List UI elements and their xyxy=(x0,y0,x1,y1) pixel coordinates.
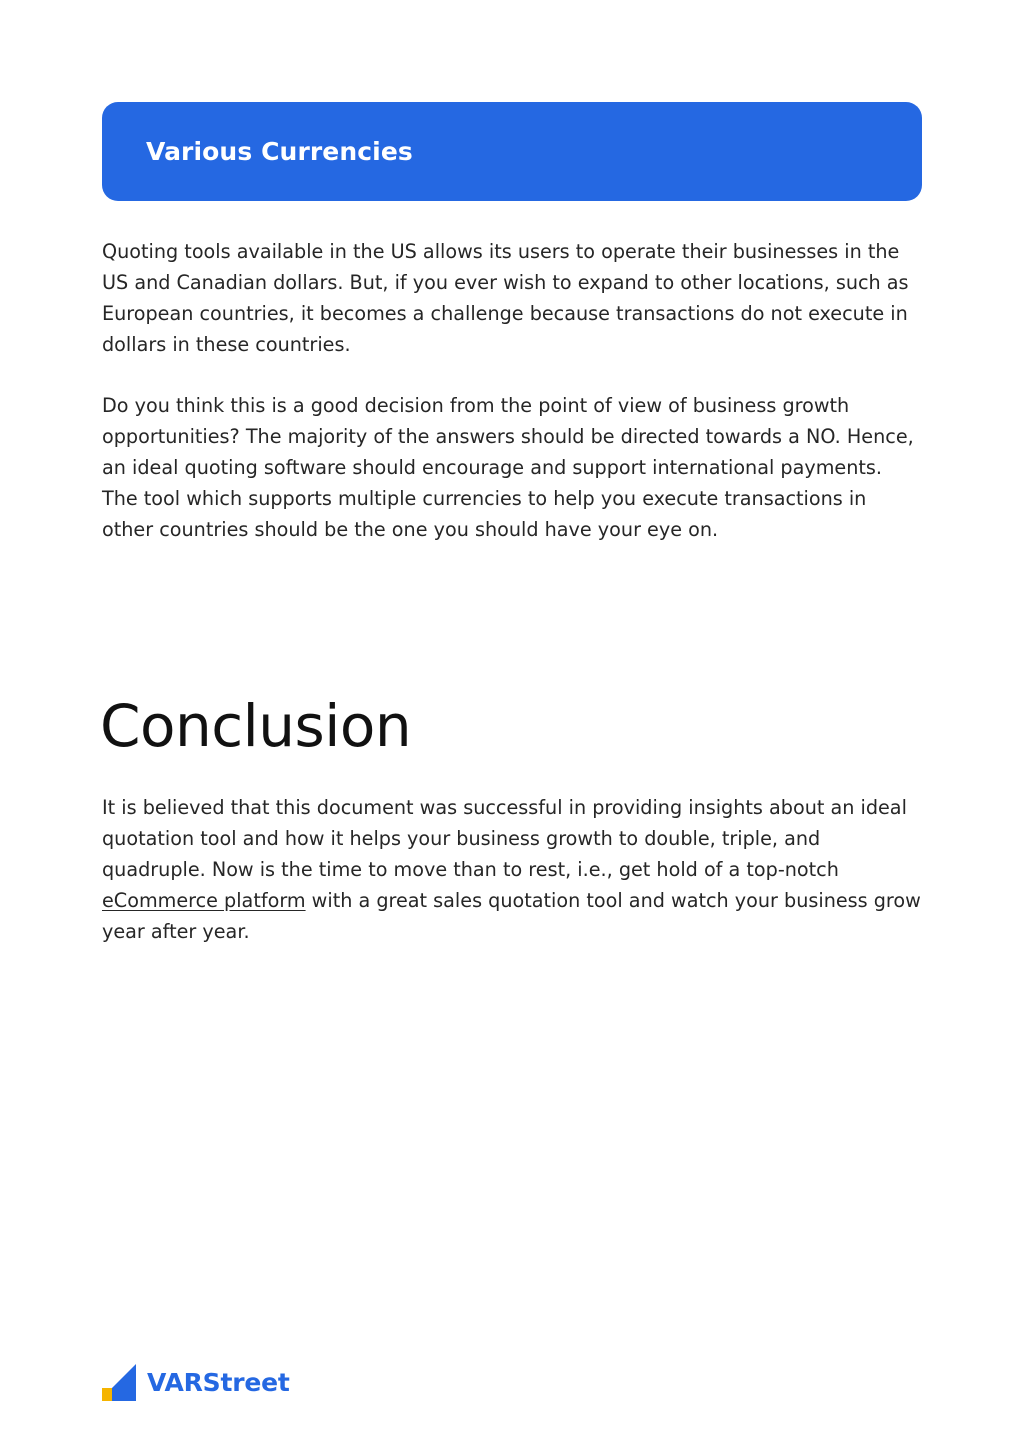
conclusion-text-before-link: It is believed that this document was successful in providing insights about an ideal quotation tool and how it helps your business growth to double, triple, and quadruple. Now is the time to move than to rest, i.e., get hold of a top-notch xyxy=(102,796,907,881)
section-heading: Various Currencies xyxy=(146,137,413,166)
logo-text: VARStreet xyxy=(147,1368,290,1397)
ecommerce-platform-link[interactable]: eCommerce platform xyxy=(102,889,306,912)
currencies-paragraph-1: Quoting tools available in the US allows its users to operate their businesses in the US and Canadian dollars. But, if you ever wish to expand to other locations, such as European countries, it becomes a challenge because transactions do not execute in dollars in these countries. xyxy=(102,240,909,356)
conclusion-paragraph xyxy=(102,792,922,947)
conclusion-title: Conclusion xyxy=(100,692,412,760)
currencies-paragraph-2: Do you think this is a good decision from the point of view of business growth opportunities? The majority of the answers should be directed towards a NO. Hence, an ideal quoting software should encourage and support international payments. The tool which supports multiple currencies to help you execute transactions in other countries should be the one you should have your eye on. xyxy=(102,394,914,541)
section-banner xyxy=(102,102,922,201)
conclusion-text-after-link: with a great sales quotation tool and watch your business grow year after year. xyxy=(102,889,921,943)
footer-logo xyxy=(102,1364,290,1401)
varstreet-logo-icon xyxy=(102,1364,136,1401)
